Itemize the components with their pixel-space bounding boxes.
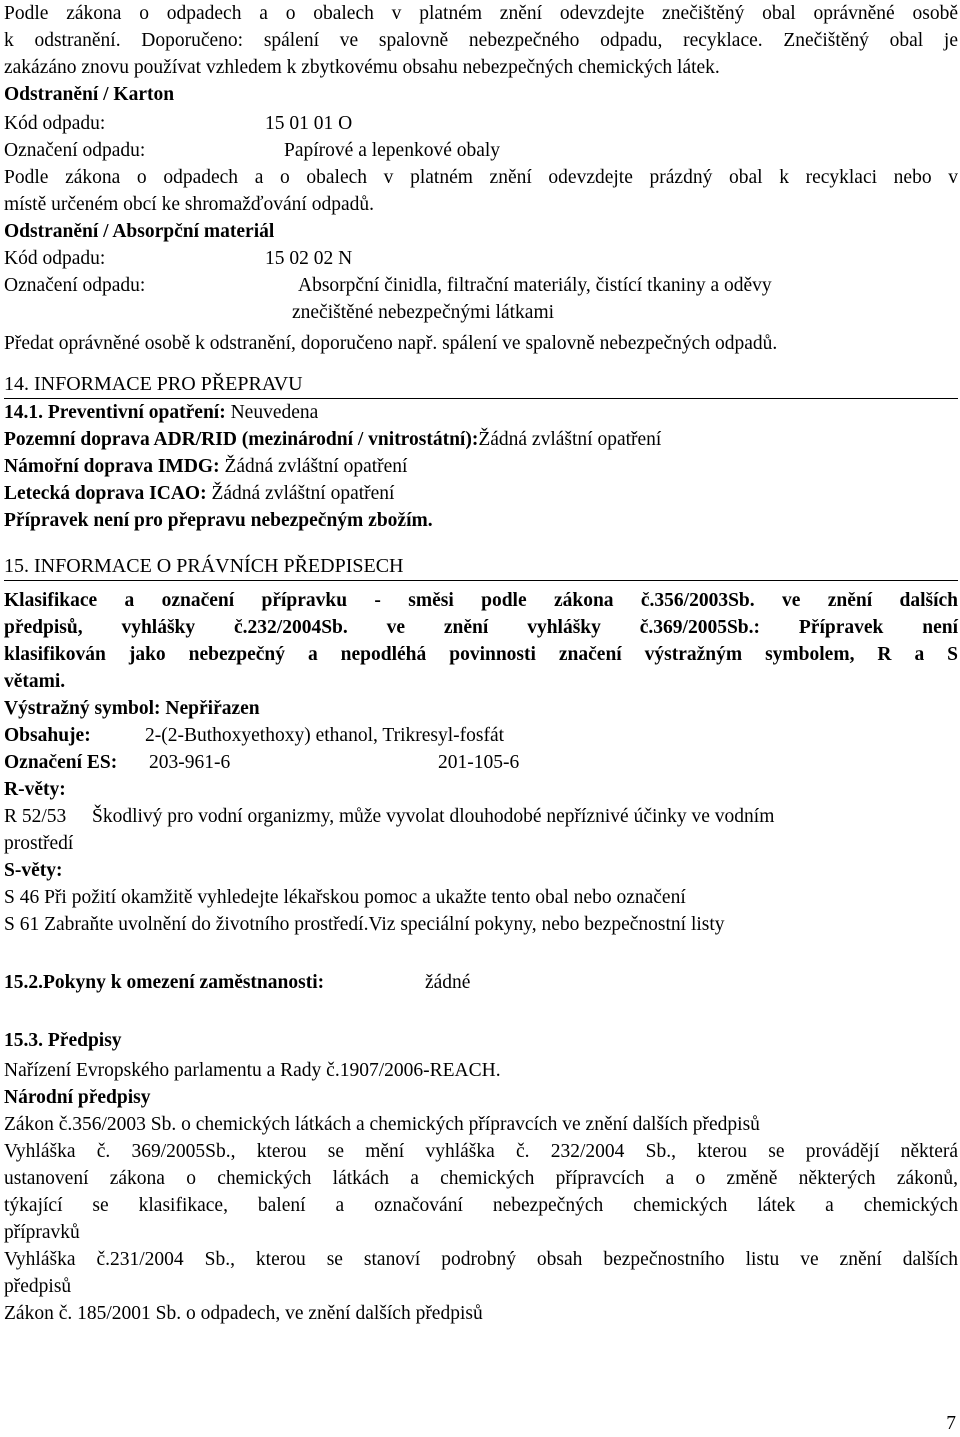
absorb-code-row [4,245,958,272]
r-phrases-label: R-věty: [4,779,66,800]
mark-label: Označení odpadu: [4,140,146,161]
text-line: Podle zákona o odpadech a o obalech v platném znění odevzdejte prázdný obal k recyklaci nebo v [4,167,958,188]
page-number: 7 [946,1413,956,1434]
es-value: 203-961-6 [149,752,231,773]
document-page [4,0,958,1327]
contains-label: Obsahuje: [4,725,91,746]
law-line: Vyhláška č. 369/2005Sb., kterou se mění vyhláška č. 232/2004 Sb., kterou se provádějí některá [4,1141,958,1162]
preventive-value: Neuvedena [225,402,319,423]
section-14-title: 14. INFORMACE PRO PŘEPRAVU [4,371,958,399]
mark-value: znečištěné nebezpečnými látkami [292,302,555,323]
law-line: týkající se klasifikace, balení a označování nebezpečných chemických látek a chemických [4,1195,958,1216]
text-line: zakázáno znovu používat vzhledem k zbytkovému obsahu nebezpečných chemických látek. [4,57,720,78]
es-row [4,749,958,776]
law-line: Zákon č. 185/2001 Sb. o odpadech, ve znění dalších předpisů [4,1303,483,1324]
es-value: 201-105-6 [438,752,520,773]
reach-line: Nařízení Evropského parlamentu a Rady č.1907/2006-REACH. [4,1060,501,1081]
text-line: k odstranění. Doporučeno: spálení ve spalovně nebezpečného odpadu, recyklace. Znečištěný obal je [4,30,958,51]
contains-row [4,722,958,749]
section-153-title: 15.3. Předpisy [4,1030,122,1051]
code-label: Kód odpadu: [4,113,106,134]
code-value: 15 01 01 O [265,113,353,134]
mark-value: Papírové a lepenkové obaly [284,140,501,161]
r-text: Škodlivý pro vodní organizmy, může vyvolat dlouhodobé nepříznivé účinky ve vodním [92,806,775,827]
mark-value: Absorpční činidla, filtrační materiály, čistící tkaniny a oděvy [298,275,772,296]
preventive-label: 14.1. Preventivní opatření: [4,402,226,423]
text-line: Podle zákona o odpadech a o obalech v platném znění odevzdejte znečištěný obal oprávněné osobě [4,3,958,24]
law-line: Vyhláška č.231/2004 Sb., kterou se stanoví podrobný obsah bezpečnostního listu ve znění dalších [4,1249,958,1270]
mark-label: Označení odpadu: [4,275,146,296]
classification-line: předpisů, vyhlášky č.232/2004Sb. ve znění vyhlášky č.369/2005Sb.: Přípravek není [4,617,958,638]
s-phrase: S 61 Zabraňte uvolnění do životního prostředí.Viz speciální pokyny, nebo bezpečnostní listy [4,914,725,935]
law-line: předpisů [4,1276,72,1297]
code-value: 15 02 02 N [265,248,353,269]
air-value: Žádná zvláštní opatření [206,483,395,504]
employment-label: 15.2.Pokyny k omezení zaměstnanosti: [4,972,325,993]
sea-value: Žádná zvláštní opatření [219,456,408,477]
warning-symbol: Výstražný symbol: Nepřiřazen [4,698,260,719]
karton-heading: Odstranění / Karton [4,84,175,105]
absorb-heading: Odstranění / Absorpční materiál [4,221,275,242]
road-value: Žádná zvláštní opatření [478,429,662,450]
es-label: Označení ES: [4,752,118,773]
law-line: ustanovení zákona o chemických látkách a chemických přípravcích a o změně některých zákonů, [4,1168,958,1189]
text-line: Předat oprávněné osobě k odstranění, doporučeno např. spálení ve spalovně nebezpečných odpadů. [4,333,778,354]
karton-mark-row [4,137,958,164]
karton-code-row [4,110,958,137]
s-phrase: S 46 Při požití okamžitě vyhledejte lékařskou pomoc a ukažte tento obal nebo označení [4,887,686,908]
sea-label: Námořní doprava IMDG: [4,456,220,477]
sea-line [4,453,958,480]
law-line: Zákon č.356/2003 Sb. o chemických látkách a chemických přípravcích ve znění dalších předpisů [4,1114,760,1135]
contains-value: 2-(2-Buthoxyethoxy) ethanol, Trikresyl-fosfát [145,725,505,746]
r-phrase-row [4,803,958,830]
employment-row [4,969,958,996]
code-label: Kód odpadu: [4,248,106,269]
absorb-mark-row-2 [4,299,958,326]
s-phrases-label: S-věty: [4,860,63,881]
classification-line: Klasifikace a označení přípravku - směsi podle zákona č.356/2003Sb. ve znění dalších [4,590,958,611]
r-code: R 52/53 [4,806,67,827]
classification-line: větami. [4,671,66,692]
section-15-title: 15. INFORMACE O PRÁVNÍCH PŘEDPISECH [4,553,958,581]
intro-paragraph [4,0,958,81]
r-text-continued: prostředí [4,833,74,854]
text-line: místě určeném obcí ke shromažďování odpadů. [4,194,374,215]
transport-note: Přípravek není pro přepravu nebezpečným zbožím. [4,510,433,531]
law-line: přípravků [4,1222,80,1243]
road-label: Pozemní doprava ADR/RID (mezinárodní / vnitrostátní): [4,429,479,450]
national-heading: Národní předpisy [4,1087,151,1108]
employment-value: žádné [425,972,471,993]
air-label: Letecká doprava ICAO: [4,483,207,504]
road-line [4,426,958,453]
classification-line: klasifikován jako nebezpečný a nepodléhá povinnosti značení výstražným symbolem, R a S [4,644,958,665]
preventive-line [4,399,958,426]
absorb-mark-row [4,272,958,299]
air-line [4,480,958,507]
